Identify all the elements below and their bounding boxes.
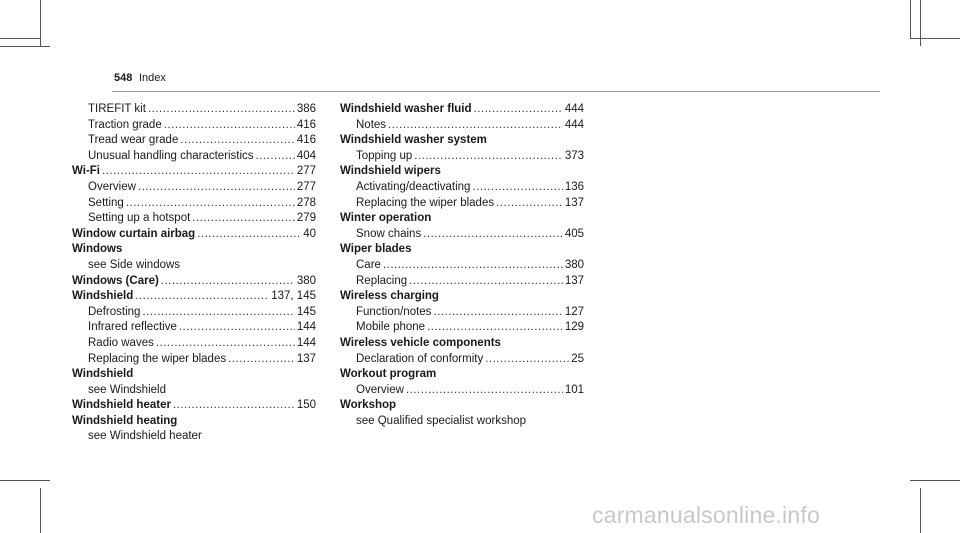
entry-label: Replacing	[356, 274, 408, 287]
entry-label: Wi-Fi	[72, 165, 100, 178]
index-subentry	[340, 274, 584, 290]
dot-leader	[383, 258, 563, 274]
index-cross-reference: see Qualified specialist workshop	[356, 414, 527, 427]
entry-label: Setting up a hotspot	[88, 212, 191, 225]
dot-leader	[427, 320, 563, 336]
index-heading	[340, 102, 584, 118]
entry-label: Windshield wipers	[340, 165, 441, 178]
entry-label: Snow chains	[356, 227, 422, 240]
entry-label: Window curtain airbag	[72, 227, 196, 240]
page-reference: 144	[296, 321, 316, 334]
crop-mark	[0, 38, 40, 39]
page-reference: 416	[296, 134, 316, 147]
dot-leader	[472, 180, 562, 196]
dot-leader	[496, 196, 563, 212]
dot-leader	[164, 118, 295, 134]
dot-leader	[173, 398, 295, 414]
entry-label: Windows (Care)	[72, 274, 159, 287]
dot-leader	[179, 320, 295, 336]
page-reference: 373	[564, 149, 584, 162]
crop-mark	[920, 488, 921, 533]
entry-label: Winter operation	[340, 212, 432, 225]
page-reference: 277	[296, 180, 316, 193]
page-reference: 136	[564, 180, 584, 193]
index-heading	[340, 211, 584, 227]
entry-label: Mobile phone	[356, 321, 426, 334]
entry-label: Wireless vehicle components	[340, 336, 501, 349]
entry-label: Wireless charging	[340, 290, 439, 303]
index-subentry	[72, 305, 316, 321]
entry-label: Windshield washer fluid	[340, 103, 472, 115]
page-reference: 380	[564, 258, 584, 271]
crop-mark	[40, 488, 41, 533]
dot-leader	[192, 211, 295, 227]
entry-label: Windshield washer system	[340, 134, 487, 147]
index-heading	[72, 274, 316, 290]
entry-label: Windshield heating	[72, 414, 178, 427]
page-reference: 40	[303, 227, 316, 240]
index-heading	[72, 164, 316, 180]
page-reference: 279	[296, 212, 316, 225]
page-reference: 150	[296, 399, 316, 412]
index-heading	[72, 242, 316, 258]
entry-label: Replacing the wiper blades	[88, 352, 227, 365]
entry-label: Notes	[356, 118, 387, 131]
entry-label: Declaration of conformity	[356, 352, 484, 365]
index-heading	[72, 398, 316, 414]
entry-label: Topping up	[356, 149, 413, 162]
dot-leader	[414, 149, 563, 165]
entry-label: Wiper blades	[340, 243, 412, 256]
entry-label: Care	[356, 258, 381, 271]
index-subentry	[340, 258, 584, 274]
entry-label: Unusual handling characteristics	[88, 149, 254, 162]
page-reference: 278	[296, 196, 316, 209]
page-reference: 137	[296, 352, 316, 365]
index-subentry	[72, 211, 316, 227]
entry-label: Windshield	[72, 290, 134, 303]
index-subentry	[340, 180, 584, 196]
page-reference: 404	[296, 149, 316, 162]
index-subentry	[340, 305, 584, 321]
index-heading	[340, 289, 584, 305]
crop-mark	[0, 46, 50, 47]
watermark: carmanualsonline.info	[592, 502, 820, 528]
dot-leader	[197, 227, 301, 243]
index-cross-reference: see Windshield heater	[88, 430, 202, 443]
dot-leader	[256, 149, 295, 165]
entry-label: Overview	[356, 383, 404, 396]
dot-leader	[228, 352, 295, 368]
entry-label: Radio waves	[88, 336, 154, 349]
entry-label: Infrared reflective	[88, 321, 177, 334]
page-reference: 144	[296, 336, 316, 349]
entry-label: Traction grade	[88, 118, 162, 131]
dot-leader	[433, 305, 562, 321]
index-subentry	[72, 196, 316, 212]
crop-mark	[910, 480, 960, 481]
index-heading	[340, 367, 584, 383]
entry-label: Windshield	[72, 368, 134, 381]
entry-label: TIREFIT kit	[88, 103, 146, 115]
page-reference: 444	[564, 118, 584, 131]
page-reference: 101	[564, 383, 584, 396]
dot-leader	[474, 102, 563, 118]
page-reference: 129	[564, 321, 584, 334]
index-heading	[340, 164, 584, 180]
index-column-right	[340, 102, 584, 429]
entry-label: Function/notes	[356, 305, 432, 318]
entry-label: Workout program	[340, 368, 437, 381]
page-reference: 137	[564, 274, 584, 287]
index-subentry	[72, 180, 316, 196]
index-heading	[72, 289, 316, 305]
index-cross-reference: see Side windows	[88, 258, 181, 271]
index-subentry	[72, 102, 316, 118]
index-subentry	[72, 352, 316, 368]
dot-leader	[142, 305, 294, 321]
dot-leader	[406, 383, 563, 399]
index-heading	[72, 367, 316, 383]
entry-label: Tread wear grade	[88, 134, 179, 147]
index-subentry	[340, 227, 584, 243]
entry-label: Windshield heater	[72, 399, 171, 412]
index-subentry	[72, 133, 316, 149]
section-title: Index	[139, 72, 166, 84]
page-reference: 277	[296, 165, 316, 178]
entry-label: Activating/deactivating	[356, 180, 471, 193]
page-reference: 145	[296, 305, 316, 318]
dot-leader	[156, 336, 295, 352]
page-reference: 137	[564, 196, 584, 209]
index-subentry	[72, 320, 316, 336]
page-number: 548	[114, 72, 133, 84]
dot-leader	[161, 274, 295, 290]
index-subentry	[340, 196, 584, 212]
index-subentry	[340, 383, 584, 399]
dot-leader	[138, 180, 295, 196]
dot-leader	[135, 289, 269, 305]
dot-leader	[126, 196, 295, 212]
page-reference: 386	[296, 103, 316, 115]
page-reference: 380	[296, 274, 316, 287]
dot-leader	[423, 227, 563, 243]
entry-label: Overview	[88, 180, 136, 193]
dot-leader	[485, 352, 569, 368]
page-reference: 127	[564, 305, 584, 318]
crop-mark	[920, 0, 921, 46]
entry-label: Replacing the wiper blades	[356, 196, 495, 209]
index-heading	[340, 133, 584, 149]
index-heading	[72, 227, 316, 243]
entry-label: Workshop	[340, 399, 397, 412]
index-subentry	[72, 118, 316, 134]
index-heading	[340, 336, 584, 352]
header-divider	[112, 91, 880, 92]
index-subentry	[340, 118, 584, 134]
page-reference: 444	[564, 103, 584, 115]
index-cross-reference: see Windshield	[88, 383, 166, 396]
crop-mark	[40, 0, 41, 46]
entry-label: Windows	[72, 243, 123, 256]
dot-leader	[388, 118, 563, 134]
index-subentry	[340, 320, 584, 336]
index-subentry	[340, 352, 584, 368]
entry-label: Defrosting	[88, 305, 141, 318]
index-subentry	[72, 336, 316, 352]
page-reference: 25	[571, 352, 584, 365]
index-subentry	[72, 149, 316, 165]
index-heading	[340, 242, 584, 258]
index-heading	[340, 398, 584, 414]
index-subentry	[340, 149, 584, 165]
entry-label: Setting	[88, 196, 124, 209]
page-reference: 416	[296, 118, 316, 131]
page-reference: 137, 145	[271, 290, 316, 303]
crop-mark	[0, 480, 50, 481]
crop-mark	[910, 38, 960, 39]
index-column-left	[72, 102, 316, 445]
page-reference: 405	[564, 227, 584, 240]
dot-leader	[102, 164, 295, 180]
dot-leader	[180, 133, 294, 149]
index-heading	[72, 414, 316, 430]
crop-mark	[910, 0, 911, 38]
dot-leader	[409, 274, 563, 290]
dot-leader	[148, 102, 295, 118]
